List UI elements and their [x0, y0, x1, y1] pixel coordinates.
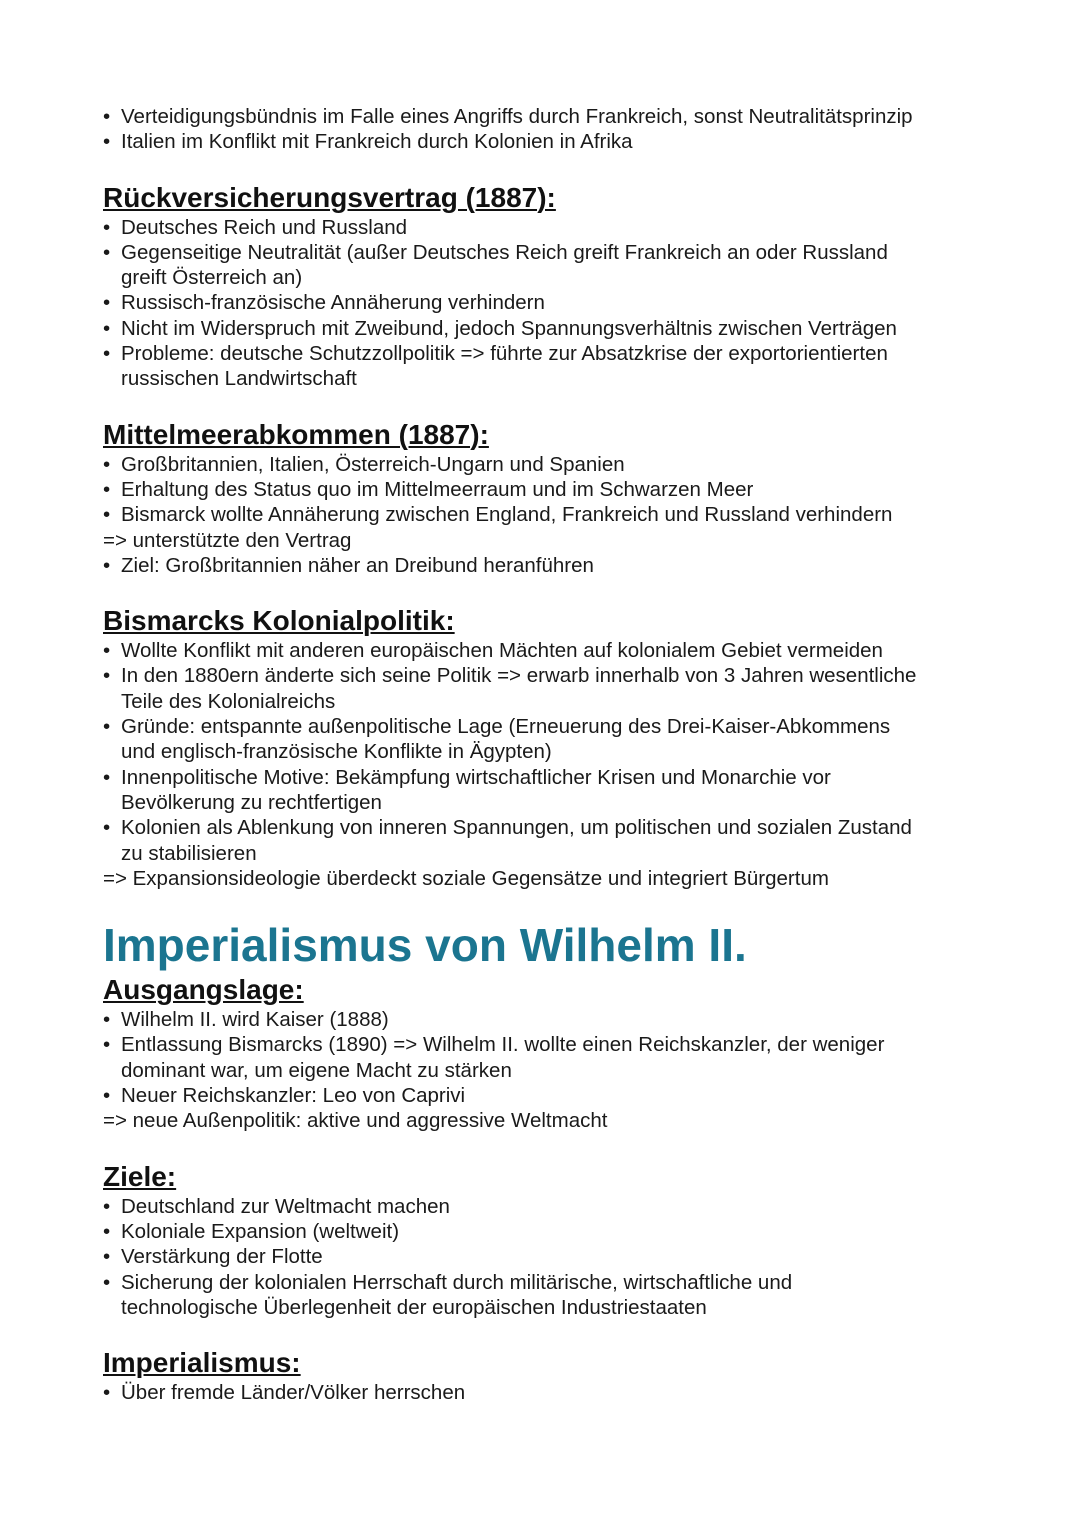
list-item	[103, 290, 1003, 315]
section-heading-kolonialpolitik: Bismarcks Kolonialpolitik:	[103, 605, 455, 637]
bullet: •	[103, 316, 111, 340]
list-item-text: In den 1880ern änderte sich seine Politik => erwarb innerhalb von 3 Jahren wesentliche	[121, 664, 917, 688]
document-page	[103, 104, 1003, 1405]
bullet: •	[103, 291, 111, 315]
list-item	[103, 638, 1003, 663]
list-item-continuation	[103, 841, 1003, 866]
list-item-text: Nicht im Widerspruch mit Zweibund, jedoch Spannungsverhältnis zwischen Verträgen	[121, 316, 897, 340]
list-item-text: Über fremde Länder/Völker herrschen	[121, 1381, 466, 1405]
list-item	[103, 1219, 1003, 1244]
bullet: •	[103, 503, 111, 527]
list-item-text: Verteidigungsbündnis im Falle eines Angriffs durch Frankreich, sonst Neutralitätsprinzip	[121, 105, 913, 128]
list-item-continuation	[103, 689, 1003, 714]
bullet: •	[103, 1219, 111, 1243]
list-item	[103, 1194, 1003, 1219]
list-item-continuation	[103, 739, 1003, 764]
bullet: •	[103, 664, 111, 688]
list-item-text: Erhaltung des Status quo im Mittelmeerraum und im Schwarzen Meer	[121, 477, 754, 501]
list-item-text: russischen Landwirtschaft	[121, 367, 357, 391]
list-item	[103, 477, 1003, 502]
list-item-text: technologische Überlegenheit der europäischen Industriestaaten	[121, 1295, 707, 1319]
bullet: •	[103, 1008, 111, 1032]
bullet: •	[103, 816, 111, 840]
list-item-text: und englisch-französische Konflikte in Ägypten)	[121, 740, 552, 764]
bullet: •	[103, 553, 111, 577]
list-item-text: Sicherung der kolonialen Herrschaft durch militärische, wirtschaftliche und	[121, 1270, 793, 1294]
list-item	[103, 714, 1003, 739]
list-item	[103, 1007, 1003, 1032]
section-heading-ausgangslage: Ausgangslage:	[103, 974, 304, 1006]
list-item-text: Russisch-französische Annäherung verhindern	[121, 291, 545, 315]
list-item	[103, 341, 1003, 366]
list-item-continuation	[103, 366, 1003, 391]
list-item	[103, 452, 1003, 477]
list-item	[103, 1380, 1003, 1405]
bullet: •	[103, 342, 111, 366]
bullet: •	[103, 1194, 111, 1218]
conclusion-line: => unterstützte den Vertrag	[103, 528, 352, 552]
section-heading-ziele: Ziele:	[103, 1160, 177, 1192]
list-item-text: Wilhelm II. wird Kaiser (1888)	[121, 1008, 389, 1032]
list-item-text: Deutsches Reich und Russland	[121, 215, 408, 239]
bullet: •	[103, 130, 111, 154]
list-item	[103, 815, 1003, 840]
list-item	[103, 129, 1003, 154]
bullet: •	[103, 639, 111, 663]
list-item	[103, 104, 1003, 129]
bullet: •	[103, 452, 111, 476]
list-item-continuation	[103, 1295, 1003, 1320]
list-item-text: Innenpolitische Motive: Bekämpfung wirtschaftlicher Krisen und Monarchie vor	[121, 765, 831, 789]
bullet: •	[103, 1033, 111, 1057]
list-item-text: Italien im Konflikt mit Frankreich durch Kolonien in Afrika	[121, 130, 633, 154]
list-item-text: Probleme: deutsche Schutzzollpolitik => führte zur Absatzkrise der exportorientierten	[121, 342, 888, 366]
list-item	[103, 1244, 1003, 1269]
list-item-text: Kolonien als Ablenkung von inneren Spannungen, um politischen und sozialen Zustand	[121, 816, 912, 840]
bullet: •	[103, 715, 111, 739]
bullet: •	[103, 1084, 111, 1108]
section-heading-imperialismus: Imperialismus:	[103, 1347, 301, 1379]
list-item-text: dominant war, um eigene Macht zu stärken	[121, 1058, 512, 1082]
bullet: •	[103, 477, 111, 501]
page-title: Imperialismus von Wilhelm II.	[103, 919, 747, 972]
list-item-continuation	[103, 265, 1003, 290]
list-item-text: Bevölkerung zu rechtfertigen	[121, 790, 382, 814]
list-item	[103, 502, 1003, 527]
list-item	[103, 553, 1003, 578]
bullet: •	[103, 765, 111, 789]
section-heading-mittelmeerabkommen: Mittelmeerabkommen (1887):	[103, 418, 489, 450]
list-item-text: Entlassung Bismarcks (1890) => Wilhelm II. wollte einen Reichskanzler, der weniger	[121, 1033, 885, 1057]
list-item-text: Großbritannien, Italien, Österreich-Ungarn und Spanien	[121, 452, 625, 476]
list-item	[103, 240, 1003, 265]
bullet: •	[103, 1245, 111, 1269]
list-item-text: Deutschland zur Weltmacht machen	[121, 1194, 450, 1218]
conclusion-line: => neue Außenpolitik: aktive und aggressive Weltmacht	[103, 1109, 608, 1133]
bullet: •	[103, 1381, 111, 1405]
list-item-continuation	[103, 790, 1003, 815]
list-item-text: Verstärkung der Flotte	[121, 1245, 323, 1269]
list-item	[103, 1270, 1003, 1295]
list-item	[103, 765, 1003, 790]
list-item-text: greift Österreich an)	[121, 266, 303, 290]
section-heading-rueckversicherungsvertrag: Rückversicherungsvertrag (1887):	[103, 181, 556, 213]
list-item	[103, 663, 1003, 688]
bullet: •	[103, 215, 111, 239]
list-item	[103, 215, 1003, 240]
list-item-text: Ziel: Großbritannien näher an Dreibund heranführen	[121, 553, 594, 577]
bullet: •	[103, 1270, 111, 1294]
list-item-text: Gründe: entspannte außenpolitische Lage (Erneuerung des Drei-Kaiser-Abkommens	[121, 715, 891, 739]
list-item-text: Gegenseitige Neutralität (außer Deutsches Reich greift Frankreich an oder Russland	[121, 240, 888, 264]
list-item-text: Neuer Reichskanzler: Leo von Caprivi	[121, 1084, 466, 1108]
conclusion-line: => Expansionsideologie überdeckt soziale Gegensätze und integriert Bürgertum	[103, 866, 829, 890]
list-item-text: Wollte Konflikt mit anderen europäischen Mächten auf kolonialem Gebiet vermeiden	[121, 639, 883, 663]
bullet: •	[103, 105, 111, 128]
list-item-continuation	[103, 1058, 1003, 1083]
list-item-text: Bismarck wollte Annäherung zwischen England, Frankreich und Russland verhindern	[121, 503, 893, 527]
bullet: •	[103, 240, 111, 264]
list-item	[103, 1083, 1003, 1108]
list-item	[103, 1032, 1003, 1057]
list-item-text: zu stabilisieren	[121, 841, 257, 865]
list-item-text: Koloniale Expansion (weltweit)	[121, 1219, 400, 1243]
list-item-text: Teile des Kolonialreichs	[121, 689, 336, 713]
list-item	[103, 316, 1003, 341]
